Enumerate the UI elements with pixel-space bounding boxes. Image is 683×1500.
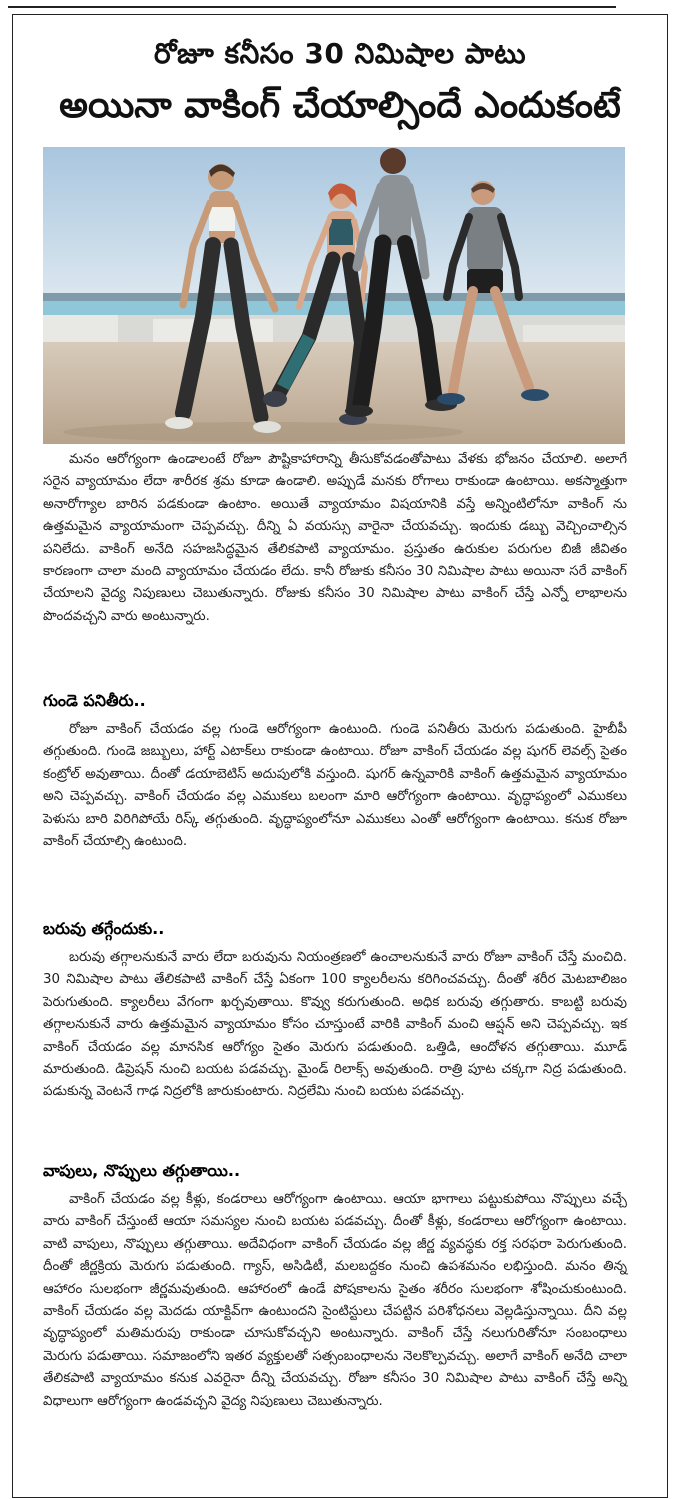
top-rule — [8, 6, 616, 8]
section-heading-weight: బరువు తగ్గేందుకు.. — [43, 919, 165, 938]
article-photo-walkers — [43, 147, 625, 444]
section-heading-pain: వాపులు, నొప్పులు తగ్గుతాయి.. — [43, 1161, 241, 1180]
headline-line-2: అయినా వాకింగ్ చేయాల్సిందే ఎందుకంటే — [59, 85, 621, 126]
section-body-pain: వాకింగ్ చేయడం వల్ల కీళ్లు, కండరాలు ఆరోగ్యంగా ఉంటాయి. ఆయా భాగాలు పట్టుకుపోయి నొప్పులు వచ్చే వారు వాకింగ్ చేస్తుంటే ఆయా సమస్యల నుంచి బయట పడవచ్చు. దీంతో కీళ్లు, కండరాలు ఆరోగ్యంగా ఉంటాయి. వాటి వాపులు, నొప్పులు తగ్గుతాయి. అదేవిధంగా వాకింగ్ చేయడం వల్ల జీర్ణ వ్యవస్థకు రక్త సరఫరా పెరుగుతుంది. దీంతో జీర్ణక్రియ మెరుగు పడుతుంది. గ్యాస్, అసిడిటీ, మలబద్దకం నుంచి ఉపశమనం లభిస్తుంది. మనం తిన్న ఆహారం సులభంగా జీర్ణమవుతుంది. ఆహారంలో ఉండే పోషకాలను సైతం శరీరం సులభంగా శోషించుకుంటుంది. వాకింగ్ చేయడం వల్ల మెదడు యాక్టివ్‌గా ఉంటుందని సైంటిస్టులు చేపట్టిన పరిశోధనలు వెల్లడిస్తున్నాయి. దీని వల్ల వృద్ధాప్యంలో మతిమరుపు రాకుండా చూసుకోవచ్చని అంటున్నారు. వాకింగ్ చేస్తే నలుగురితోనూ సంబంధాలు మెరుగు పడుతాయి. సమాజంలోని ఇతర వ్యక్తులతో సత్సంబంధాలను నెలకొల్పవచ్చు. అలాగే వాకింగ్ అనేది చాలా తేలికపాటి వ్యాయామం కనుక ఎవరైనా దీన్ని చేయవచ్చు. రోజూ కనీసం 30 నిమిషాల పాటు వాకింగ్ చేస్తే అన్ని విధాలుగా ఆరోగ్యంగా ఉండవచ్చని వైద్య నిపుణులు చెబుతున్నారు. — [43, 1192, 627, 1409]
article-frame — [12, 14, 668, 1498]
intro-paragraph: మనం ఆరోగ్యంగా ఉండాలంటే రోజూ పౌష్టికాహారాన్ని తీసుకోవడంతోపాటు వేళకు భోజనం చేయాలి. అలాగే సరైన వ్యాయామం లేదా శారీరక శ్రమ కూడా ఉండాలి. అప్పుడే మనకు రోగాలు రాకుండా ఉంటాయి. అకస్మాత్తుగా అనారోగ్యాల బారిన పడకుండా ఉంటాం. అయితే వ్యాయామం విషయానికి వస్తే అన్నింటిలోనూ వాకింగ్ ను ఉత్తమమైన వ్యాయామంగా చెప్పవచ్చు. దీన్ని ఏ వయస్సు వారైనా చేయవచ్చు. ఇందుకు డబ్బు వెచ్చించాల్సిన పనిలేదు. వాకింగ్ అనేది సహజసిద్ధమైన తేలికపాటి వ్యాయామం. ప్రస్తుతం ఉరుకుల పరుగుల బిజీ జీవితం కారణంగా చాలా మంది వ్యాయామం చేయడం లేదు. కానీ రోజుకు కనీసం 30 నిమిషాల పాటు అయినా సరే వాకింగ్ చేయాలని వైద్య నిపుణులు చెబుతున్నారు. రోజుకు కనీసం 30 నిమిషాల పాటు వాకింగ్ చేస్తే ఎన్నో లాభాలను పొందవచ్చని వారు అంటున్నారు. — [43, 452, 627, 624]
section-body-weight: బరువు తగ్గాలనుకునే వారు లేదా బరువును నియంత్రణలో ఉంచాలనుకునే వారు రోజూ వాకింగ్ చేస్తే మంచిది. 30 నిమిషాల పాటు తేలికపాటి వాకింగ్ చేస్తే ఏకంగా 100 క్యాలరీలను కరిగించవచ్చు. దీంతో శరీర మెటబాలిజం పెరుగుతుంది. క్యాలరీలు వేగంగా ఖర్చవుతాయి. కొవ్వు కరుగుతుంది. అధిక బరువు తగ్గుతారు. కాబట్టి బరువు తగ్గాలనుకునే వారు ఉత్తమమైన వ్యాయామం కోసం చూస్తుంటే వారికి వాకింగ్ మంచి ఆప్షన్ అని చెప్పవచ్చు. ఇక వాకింగ్ చేయడం వల్ల మానసిక ఆరోగ్యం సైతం మెరుగు పడుతుంది. ఒత్తిడి, ఆందోళన తగ్గుతాయి. మూడ్ మారుతుంది. డిప్రెషన్ నుంచి బయట పడవచ్చు. మైండ్ రిలాక్స్ అవుతుంది. రాత్రి పూట చక్కగా నిద్ర పడుతుంది. పడుకున్న వెంటనే గాఢ నిద్రలోకి జారుకుంటారు. నిద్రలేమి నుంచి బయట పడవచ్చు. — [43, 950, 627, 1100]
section-heading-heart: గుండె పనితీరు.. — [43, 691, 146, 710]
headline-line-1: రోజూ కనీసం 30 నిమిషాల పాటు — [153, 37, 527, 70]
horizon-city — [43, 293, 625, 301]
section-body-heart: రోజూ వాకింగ్ చేయడం వల్ల గుండె ఆరోగ్యంగా ఉంటుంది. గుండె పనితీరు మెరుగు పడుతుంది. హైబీపీ తగ్గుతుంది. గుండె జబ్బులు, హార్ట్ ఎటాక్‌లు రాకుండా ఉంటాయి. రోజూ వాకింగ్ చేయడం వల్ల షుగర్ లెవల్స్ సైతం కంట్రోల్ అవుతాయి. దీంతో డయాబెటిస్ అదుపులోకి వస్తుంది. షుగర్ ఉన్నవారికి వాకింగ్ ఉత్తమమైన వ్యాయామం అని చెప్పవచ్చు. వాకింగ్ చేయడం వల్ల ఎముకలు బలంగా మారి ఆరోగ్యంగా ఉంటాయి. వృద్ధాప్యంలో ఎముకలు పెళుసు బారి విరిగిపోయే రిస్క్ తగ్గుతుంది. వృద్ధాప్యంలోనూ ఎముకలు ఎంతో ఆరోగ్యంగా ఉంటాయి. కనుక రోజూ వాకింగ్ చేయాల్సి ఉంటుంది. — [43, 722, 627, 850]
